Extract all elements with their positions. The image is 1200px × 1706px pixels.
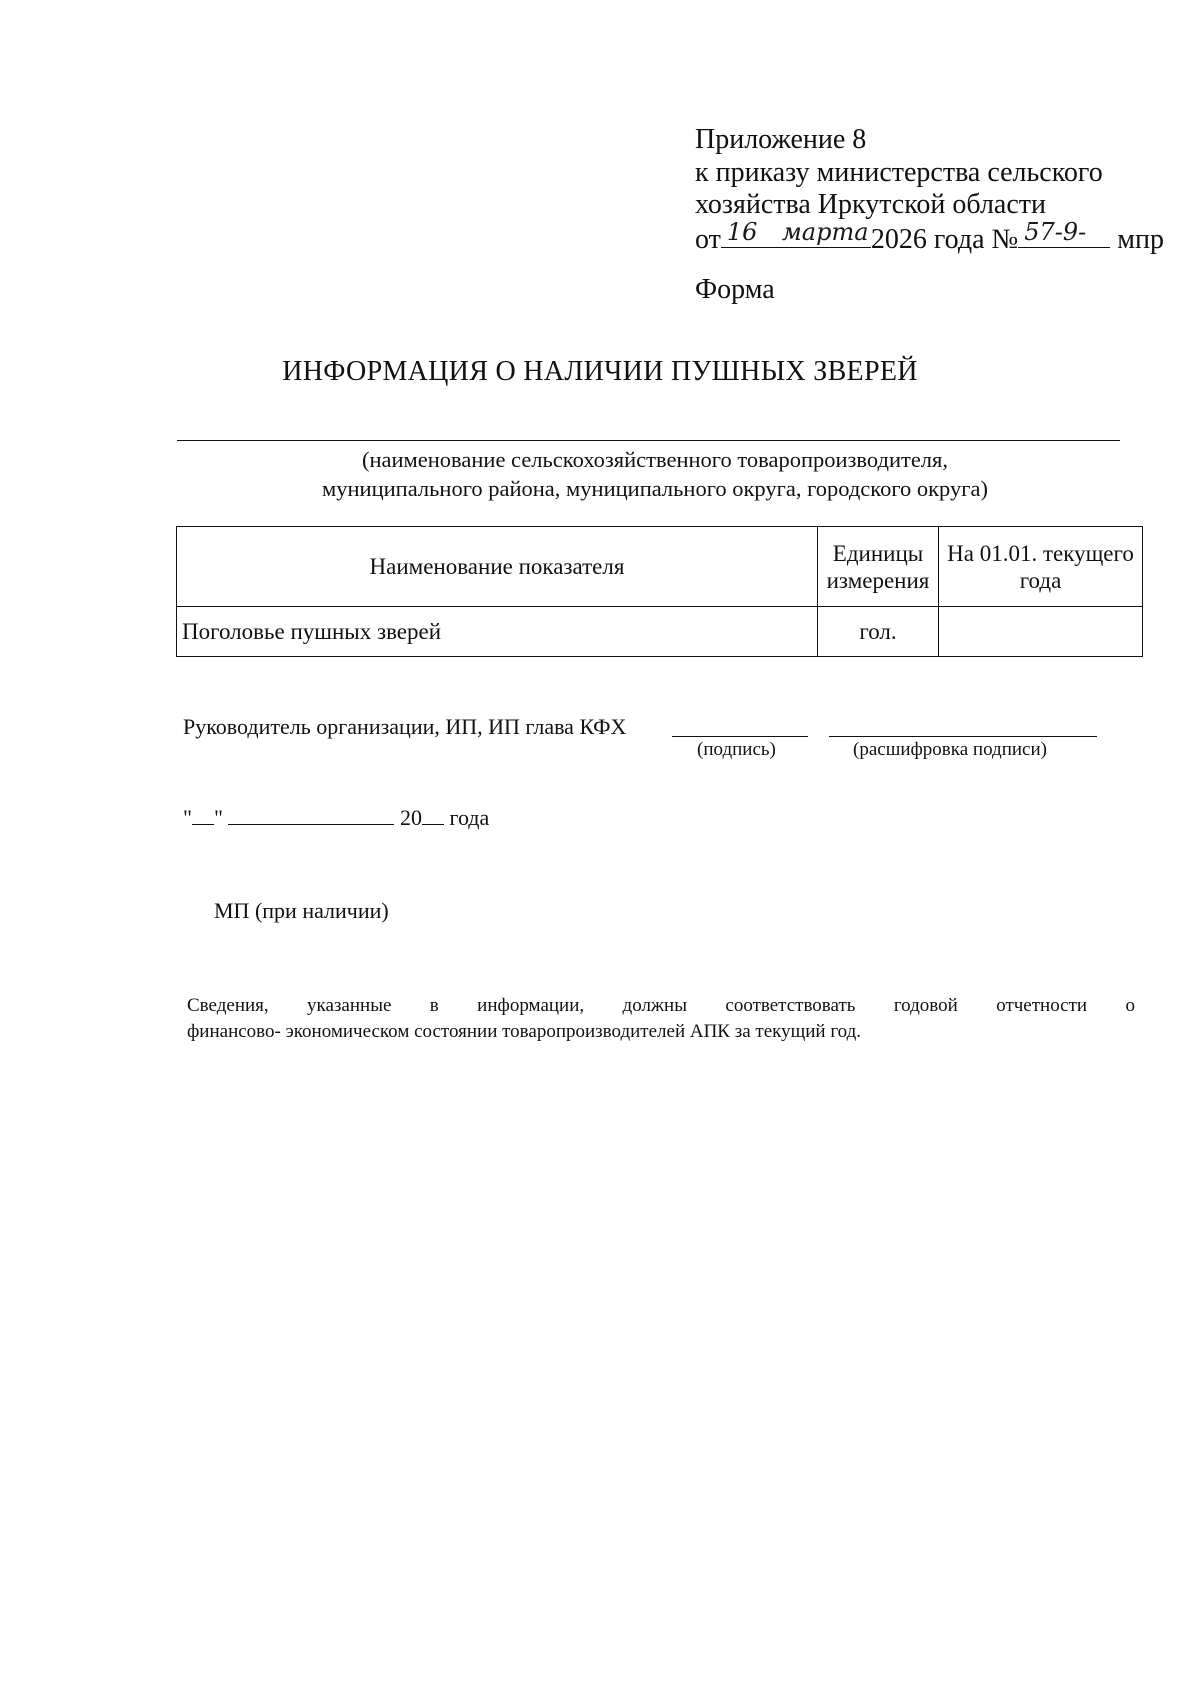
order-year-text: 2026 года № xyxy=(870,224,1019,255)
header-unit: Единицы измерения xyxy=(818,527,939,607)
footnote-line2: финансово- экономическом состоянии товаропроизводителей АПК за текущий год. xyxy=(187,1021,862,1042)
signature-caption: (подпись) xyxy=(697,739,776,760)
order-day-handwritten: 16 xyxy=(726,218,758,246)
signatory-label: Руководитель организации, ИП, ИП глава КФХ xyxy=(183,714,627,739)
producer-caption-line1: (наименование сельскохозяйственного товаропроизводителя, xyxy=(361,447,949,472)
header-indicator-name: Наименование показателя xyxy=(177,527,818,607)
appendix-label: Приложение 8 xyxy=(695,124,867,155)
signature-line[interactable] xyxy=(672,736,808,737)
footnote-line1: Сведения, указанные в информации, должны соответствовать годовой отчетности о xyxy=(187,995,1135,1016)
date-year-prefix: 20 xyxy=(399,805,422,830)
signature-decode-caption: (расшифровка подписи) xyxy=(853,739,1047,760)
order-prefix: от xyxy=(695,224,721,255)
producer-caption-line2: муниципального района, муниципального округа, городского округа) xyxy=(322,476,988,501)
date-line xyxy=(183,803,489,833)
producer-name-line[interactable] xyxy=(177,440,1120,441)
signature-decode-line[interactable] xyxy=(829,736,1097,737)
indicator-table xyxy=(176,526,1143,657)
order-suffix: мпр xyxy=(1117,224,1164,255)
order-month-handwritten: марта xyxy=(781,218,869,246)
date-year-blank[interactable] xyxy=(422,805,444,825)
order-month-blank xyxy=(776,216,871,248)
form-label: Форма xyxy=(695,274,775,305)
row-value-cell[interactable] xyxy=(939,607,1143,657)
row-indicator: Поголовье пушных зверей xyxy=(177,607,818,657)
ministry-line: хозяйства Иркутской области xyxy=(695,189,1046,220)
date-quote-close: " xyxy=(213,805,223,830)
date-month-blank[interactable] xyxy=(228,805,394,825)
order-day-blank xyxy=(721,216,776,248)
date-day-blank[interactable] xyxy=(192,805,214,825)
table-row xyxy=(177,607,1143,657)
row-unit: гол. xyxy=(818,607,939,657)
order-date-number-line xyxy=(695,216,1164,256)
date-quote-open: " xyxy=(183,805,192,830)
order-reference-line: к приказу министерства сельского xyxy=(695,157,1103,188)
order-number-blank xyxy=(1018,216,1110,248)
stamp-label: МП (при наличии) xyxy=(214,898,389,923)
date-year-suffix: года xyxy=(449,805,490,830)
header-value-date: На 01.01. текущего года xyxy=(939,527,1143,607)
footnote xyxy=(187,993,1135,1045)
document-title: ИНФОРМАЦИЯ О НАЛИЧИИ ПУШНЫХ ЗВЕРЕЙ xyxy=(282,356,918,387)
order-number-handwritten: 57-9- xyxy=(1024,218,1087,246)
table-header-row xyxy=(177,527,1143,607)
